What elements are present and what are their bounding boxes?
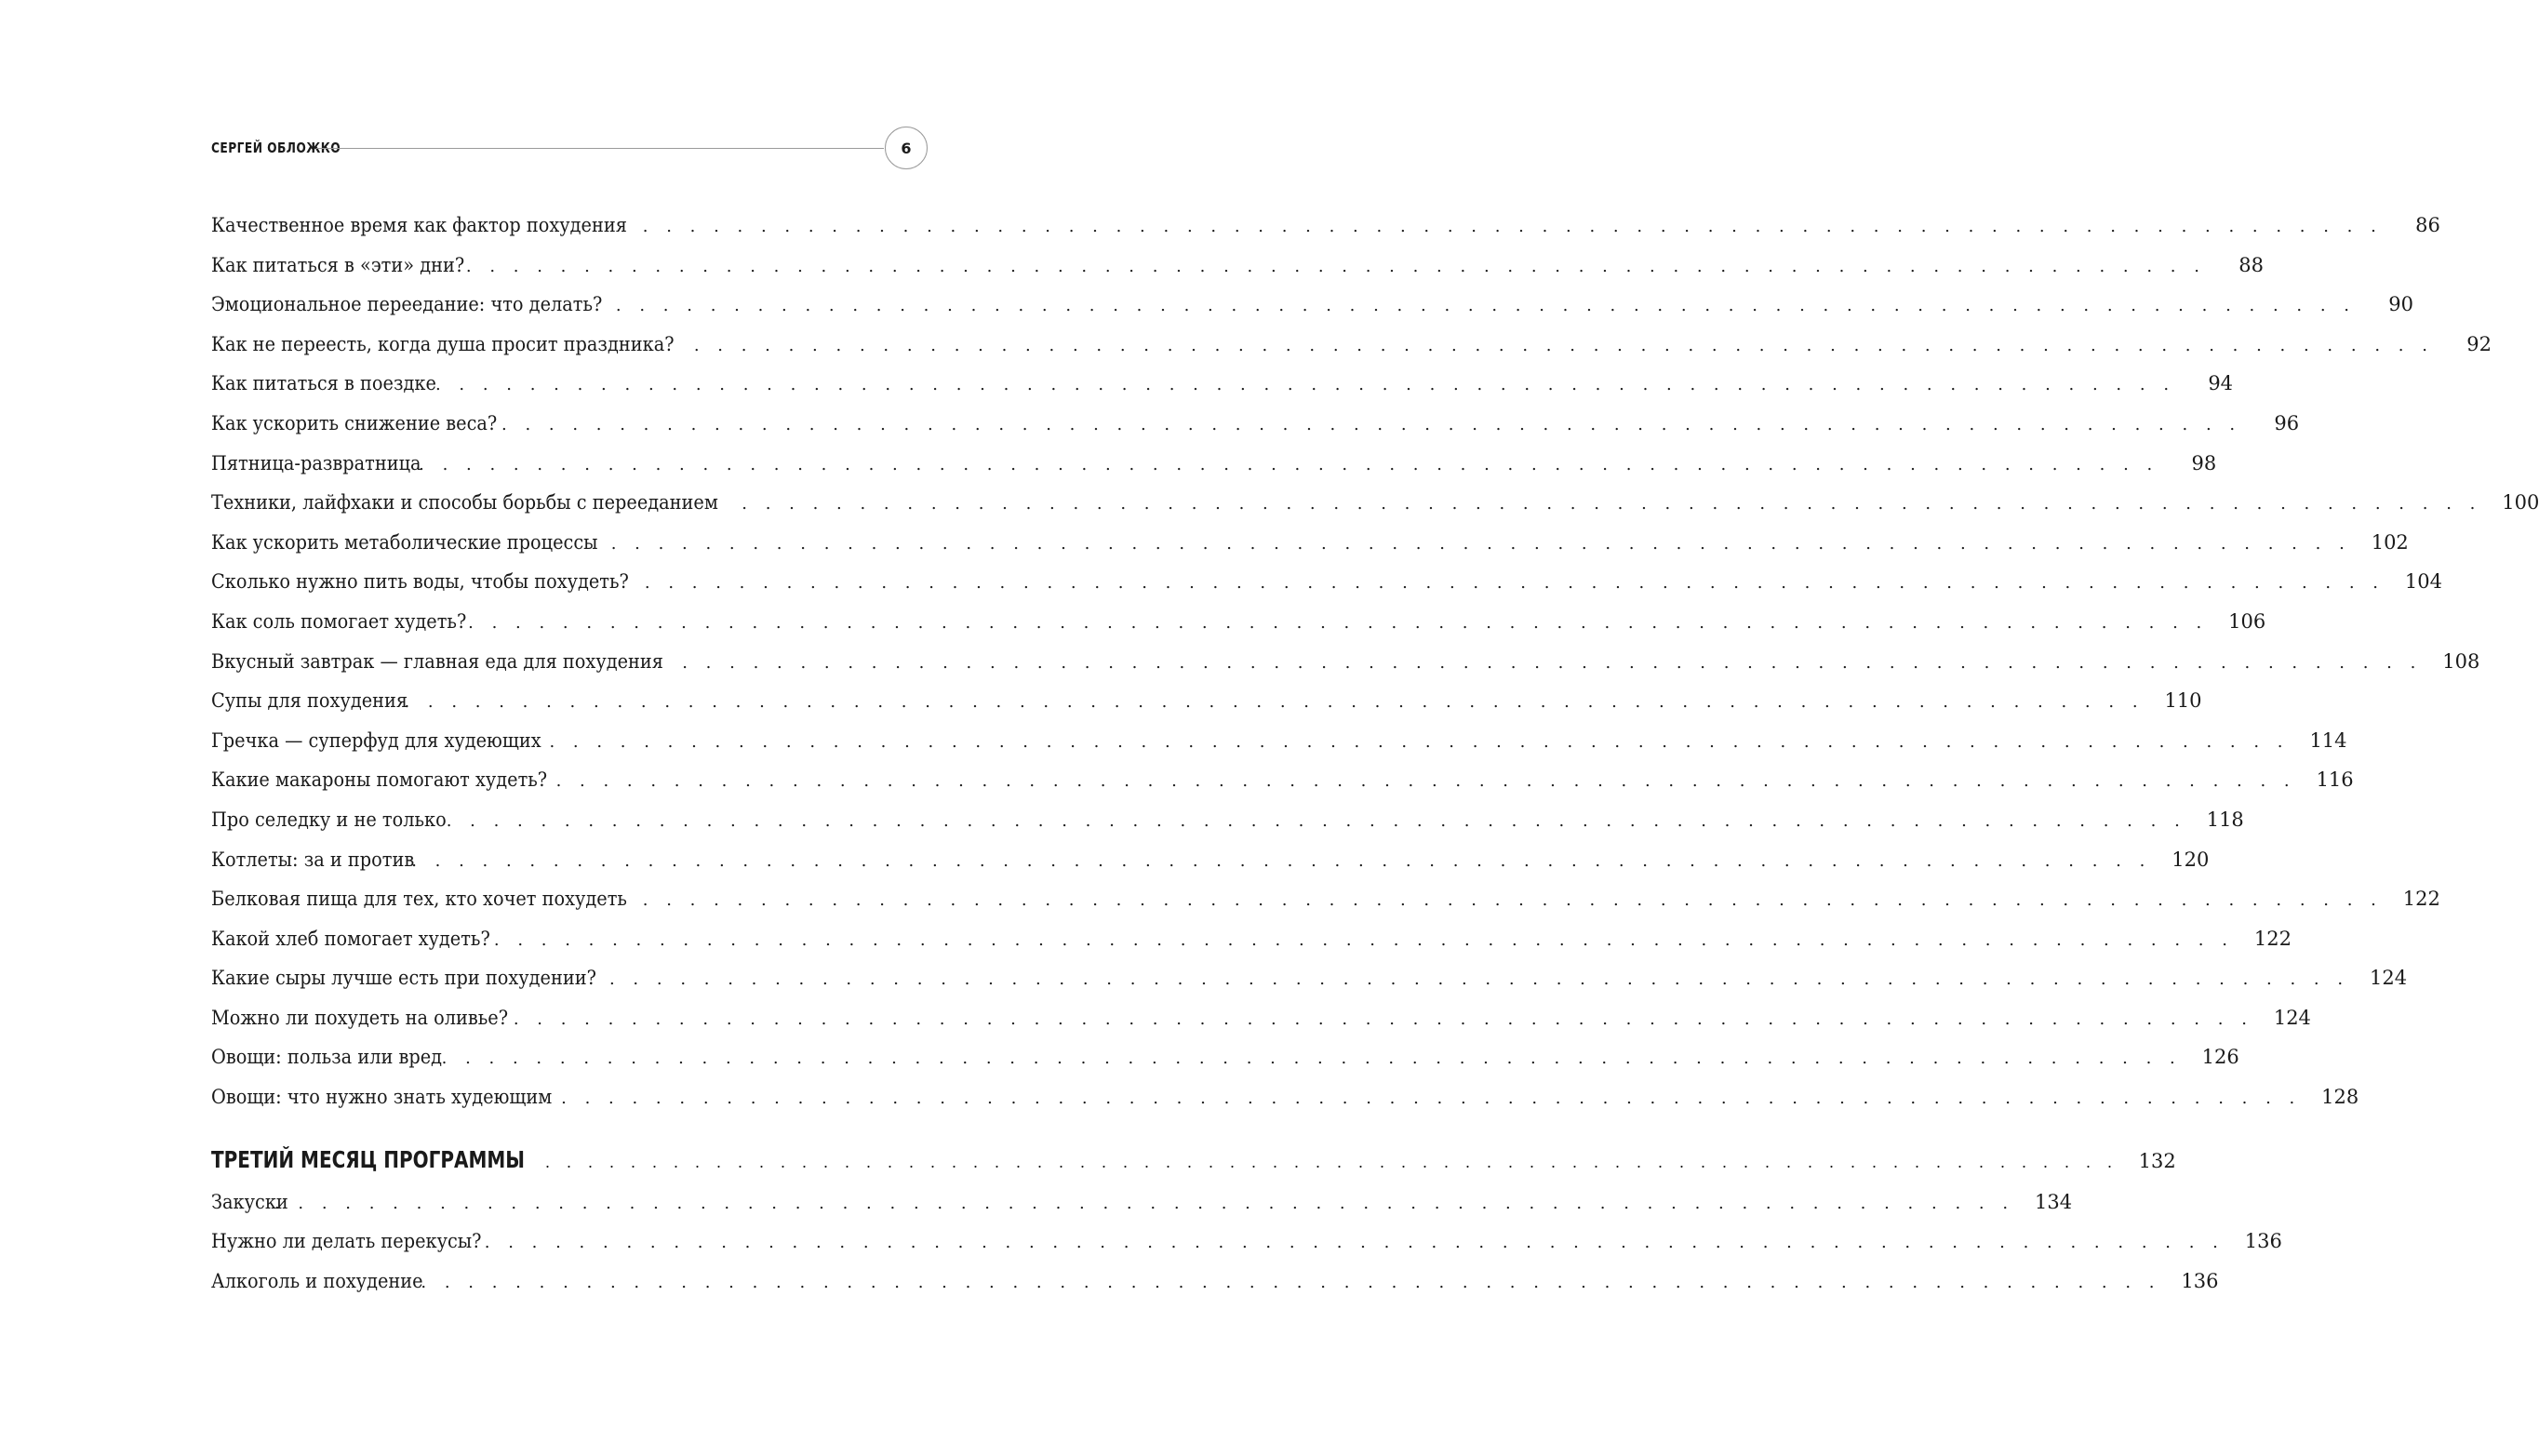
toc-entry-title: Вкусный завтрак — главная еда для похудения [211, 649, 663, 673]
toc-entry-page: 100 [2502, 491, 2539, 514]
toc-entry[interactable] [211, 760, 2354, 800]
toc-entry-title: Пятница-развратница [211, 451, 421, 474]
toc-entry-page: 118 [2206, 808, 2244, 831]
dot-leader: . . . . . . . . . . . . . . . . . . . . . . . . . . . . . . . . . . . . . . . . . . . . . . . . . . . . . . . . . . . . . . . . . . . . . . . . . . [642, 890, 2383, 911]
toc-entry-page: 134 [2034, 1190, 2073, 1213]
dot-leader: . . . . . . . . . . . . . . . . . . . . . . . . . . . . . . . . . . . . . . . . . . . . . . . . . . . . . . . . . . . . . . . . . . . . . . . . . . [441, 1049, 2182, 1069]
toc-entry-title: Можно ли похудеть на оливье? [211, 1006, 509, 1029]
dot-leader: . . . . . . . . . . . . . . . . . . . . . . . . . . . . . . . . . . . . . . . . . . . . . . . . . . . . . . . . . . . . . . . . . . . . . . . . . . [468, 612, 2209, 633]
dot-leader: . . . . . . . . . . . . . . . . . . . . . . . . . . . . . . . . . . . . . . . . . . . . . . . . . . . . . . . . . . . . . . . . . . . . . . . . . . [742, 494, 2482, 514]
section-page-number: 132 [2138, 1149, 2176, 1172]
toc-entry-page: 88 [2238, 253, 2264, 276]
dot-leader: . . . . . . . . . . . . . . . . . . . . . . . . . . . . . . . . . . . . . . . . . . . . . . . . . . . . . . . . . . . . . . . . . . . . . . . . . . [513, 1009, 2253, 1029]
dot-leader: . . . . . . . . . . . . . . . . . . . . . . . . . . . . . . . . . . . . . . . . . . . . . . . . . . . . . . . . . . . . . . . . . . . . . . . . . . [642, 217, 2383, 236]
toc-entry-title: Какие сыры лучше есть при похудении? [211, 967, 596, 990]
dot-leader: . . . . . . . . . . . . . . . . . . . . . . . . . . . . . . . . . . . . . . . . . . . . . . . . . . . . . . . . . . . . . . . . . . . . . . . . . . [561, 1089, 2302, 1109]
toc-entry-page: 122 [2402, 888, 2440, 911]
dot-leader: . . . . . . . . . . . . . . . . . . . . . . . . . . . . . . . . . . . . . . . . . . . . . . . . . . . . . . . . . . . . . . . . . . . . . . . . . . [693, 335, 2434, 355]
toc-entry-title: Сколько нужно пить воды, чтобы похудеть? [211, 570, 629, 594]
section-heading-row[interactable] [211, 1138, 2176, 1182]
toc-entry-page: 128 [2321, 1086, 2359, 1109]
dot-leader: . . . . . . . . . . . . . . . . . . . . . . . . . . . . . . . . . . . . . . . . . . . . . . . . . . . . . . . . . . . . . . . . . . . . . . . . . . [404, 692, 2145, 713]
toc-entries [211, 206, 2539, 1117]
toc-entry-title: Техники, лайфхаки и способы борьбы с перееданием [211, 491, 718, 514]
toc-entry-title: Гречка — суперфуд для худеющих [211, 728, 541, 752]
header-rule [316, 148, 884, 149]
dot-leader: . . . . . . . . . . . . . . . . . . . . . . . . . . . . . . . . . . . . . . . . . . . . . . . . . . . . . . . . . . . . . . . . . . . . . . . . . . [615, 296, 2357, 316]
toc-entry[interactable] [211, 800, 2244, 840]
toc-entry-title: Качественное время как фактор похудения [211, 214, 627, 236]
dot-leader: . . . . . . . . . . . . . . . . . . . . . . . . . . . . . . . . . . . . . . . . . . . . . . . . . . . . . . . . . . . . . . . . . . . . . . . . . . [465, 256, 2206, 276]
toc-entry[interactable] [211, 642, 2480, 682]
toc-entry[interactable] [211, 364, 2234, 404]
dot-leader: . . . . . . . . . . . . . . . . . . . . . . . . . . . . . . . . . . . . . . . . . . . . . . . . . . . . . . . . . . . . . . . . . . . . . . . . . . [411, 850, 2152, 871]
toc-entry-title: Овощи: польза или вред [211, 1046, 443, 1069]
toc-entry-page: 124 [2273, 1006, 2311, 1029]
toc-entry-page: 106 [2228, 609, 2266, 633]
dot-leader: . . . . . . . . . . . . . . . . . . . . . . . . . . . . . . . . . . . . . . . . . . . . . . . . . . . . . . . . . . . . . . . . . . . . . . . . . . [555, 771, 2296, 792]
running-head [211, 127, 929, 173]
toc-entry[interactable] [211, 721, 2347, 761]
toc-entry-title: Закуски [211, 1190, 288, 1213]
dot-leader: . . . . . . . . . . . . . . . . . . . . . . . . . . . . . . . . . . . . . . . . . . . . . . . . . . . . . . . . . . . . . . . . . . . . . . . . . . [682, 652, 2423, 673]
toc-entry[interactable] [211, 998, 2311, 1038]
toc-entry[interactable] [211, 285, 2414, 325]
toc-entry[interactable] [211, 325, 2492, 365]
dot-leader: . . . . . . . . . . . . . . . . . . . . . . . . . . . . . . . . . . . . . . . . . . . . . . . . . . . . . . . . . . . . . . . . . . . . . . . . . . [446, 810, 2186, 831]
toc-entry-title: Про селедку и не только [211, 808, 447, 831]
toc-entry[interactable] [211, 1182, 2073, 1222]
toc-entry[interactable] [211, 879, 2440, 919]
toc-entry-title: Котлеты: за и против [211, 848, 415, 871]
dot-leader: . . . . . . . . . . . . . . . . . . . . . . . . . . . . . . . . . . . . . . . . . . . . . . . . . . . . . . . . . . . . . . . . . . . . . . . . . . [644, 573, 2385, 594]
dot-leader: . . . . . . . . . . . . . . . . . . . . . . . . . . . . . . . . . . . . . . . . . . . . . . . . . . . . . . . . . . . . . . . . . . . . . . . . . . [549, 731, 2290, 752]
toc-entry-title: Алкоголь и похудение [211, 1269, 423, 1292]
toc-entry-title: Как не переесть, когда душа просит праздника? [211, 332, 675, 355]
toc-entry[interactable] [211, 246, 2264, 286]
toc-entry-title: Как соль помогает худеть? [211, 609, 467, 633]
toc-entry[interactable] [211, 444, 2217, 484]
toc-entry-title: Как ускорить метаболические процессы [211, 530, 598, 554]
toc-entry-title: Какой хлеб помогает худеть? [211, 927, 490, 950]
toc-entry[interactable] [211, 483, 2539, 523]
dot-leader: . . . . . . . . . . . . . . . . . . . . . . . . . . . . . . . . . . . . . . . . . . . . . . . . . . . . . . . . . . . . . . . . . . . . . . . . . . [274, 1193, 2015, 1213]
toc-entry[interactable] [211, 562, 2442, 602]
toc-entry-page: 116 [2316, 768, 2354, 792]
page-number: 6 [885, 127, 928, 169]
section-entries [211, 1182, 2282, 1302]
dot-leader: . . . . . . . . . . . . . . . . . . . . . . . . . . . . . . . . . . . . . . . . . . . . . . . . . . . . . . . . . . . . . . . . . . . . . . . . . . [421, 1272, 2161, 1292]
toc-entry[interactable] [211, 1262, 2219, 1302]
toc-entry-page: 98 [2191, 451, 2217, 474]
toc-entry-page: 110 [2164, 689, 2202, 713]
table-of-contents [211, 206, 2539, 1301]
author-name: СЕРГЕЙ ОБЛОЖКО [211, 140, 341, 156]
dot-leader: . . . . . . . . . . . . . . . . . . . . . . . . . . . . . . . . . . . . . . . . . . . . . . . . . . . . . . . . . . . . . . . . . . . . . . . . . . [545, 1152, 2118, 1171]
toc-entry-title: Как питаться в «эти» дни? [211, 253, 465, 276]
toc-entry-title: Как питаться в поездке [211, 372, 436, 395]
toc-entry-page: 94 [2208, 372, 2234, 395]
toc-entry[interactable] [211, 404, 2300, 444]
dot-leader: . . . . . . . . . . . . . . . . . . . . . . . . . . . . . . . . . . . . . . . . . . . . . . . . . . . . . . . . . . . . . . . . . . . . . . . . . . [610, 533, 2351, 554]
toc-entry-page: 108 [2442, 649, 2480, 673]
dot-leader: . . . . . . . . . . . . . . . . . . . . . . . . . . . . . . . . . . . . . . . . . . . . . . . . . . . . . . . . . . . . . . . . . . . . . . . . . . [608, 969, 2350, 990]
toc-entry-page: 92 [2466, 332, 2492, 355]
dot-leader: . . . . . . . . . . . . . . . . . . . . . . . . . . . . . . . . . . . . . . . . . . . . . . . . . . . . . . . . . . . . . . . . . . . . . . . . . . [419, 454, 2159, 474]
toc-entry[interactable] [211, 206, 2440, 246]
toc-entry-title: Супы для похудения [211, 689, 408, 713]
toc-entry[interactable] [211, 1222, 2282, 1262]
toc-entry-page: 136 [2244, 1230, 2282, 1253]
toc-entry[interactable] [211, 958, 2408, 998]
toc-entry-title: Как ускорить снижение веса? [211, 411, 498, 434]
toc-entry-page: 86 [2415, 214, 2440, 236]
toc-entry-title: Овощи: что нужно знать худеющим [211, 1086, 553, 1109]
toc-entry-title: Нужно ли делать перекусы? [211, 1230, 482, 1253]
dot-leader: . . . . . . . . . . . . . . . . . . . . . . . . . . . . . . . . . . . . . . . . . . . . . . . . . . . . . . . . . . . . . . . . . . . . . . . . . . [484, 1233, 2225, 1253]
toc-entry-page: 102 [2371, 530, 2409, 554]
toc-entry[interactable] [211, 1077, 2359, 1117]
section-title: ТРЕТИЙ МЕСЯЦ ПРОГРАММЫ [211, 1145, 526, 1173]
toc-entry-page: 104 [2404, 570, 2442, 594]
toc-entry-page: 120 [2172, 848, 2210, 871]
toc-entry[interactable] [211, 681, 2202, 721]
toc-entry-title: Какие макароны помогают худеть? [211, 768, 548, 792]
toc-entry-title: Белковая пища для тех, кто хочет похудеть [211, 888, 627, 911]
toc-entry-page: 126 [2201, 1046, 2239, 1069]
toc-entry-page: 114 [2309, 728, 2347, 752]
toc-entry[interactable] [211, 602, 2266, 642]
toc-entry-page: 96 [2274, 411, 2300, 434]
dot-leader: . . . . . . . . . . . . . . . . . . . . . . . . . . . . . . . . . . . . . . . . . . . . . . . . . . . . . . . . . . . . . . . . . . . . . . . . . . [493, 929, 2234, 950]
toc-entry-page: 90 [2388, 293, 2414, 316]
toc-entry[interactable] [211, 1037, 2239, 1077]
toc-entry[interactable] [211, 919, 2292, 959]
toc-entry-page: 122 [2253, 927, 2292, 950]
toc-entry-page: 136 [2181, 1269, 2219, 1292]
toc-entry-title: Эмоциональное переедание: что делать? [211, 293, 603, 316]
toc-entry-page: 124 [2369, 967, 2408, 990]
dot-leader: . . . . . . . . . . . . . . . . . . . . . . . . . . . . . . . . . . . . . . . . . . . . . . . . . . . . . . . . . . . . . . . . . . . . . . . . . . [434, 375, 2176, 395]
dot-leader: . . . . . . . . . . . . . . . . . . . . . . . . . . . . . . . . . . . . . . . . . . . . . . . . . . . . . . . . . . . . . . . . . . . . . . . . . . [501, 414, 2242, 434]
toc-entry[interactable] [211, 523, 2409, 563]
toc-entry[interactable] [211, 840, 2210, 880]
